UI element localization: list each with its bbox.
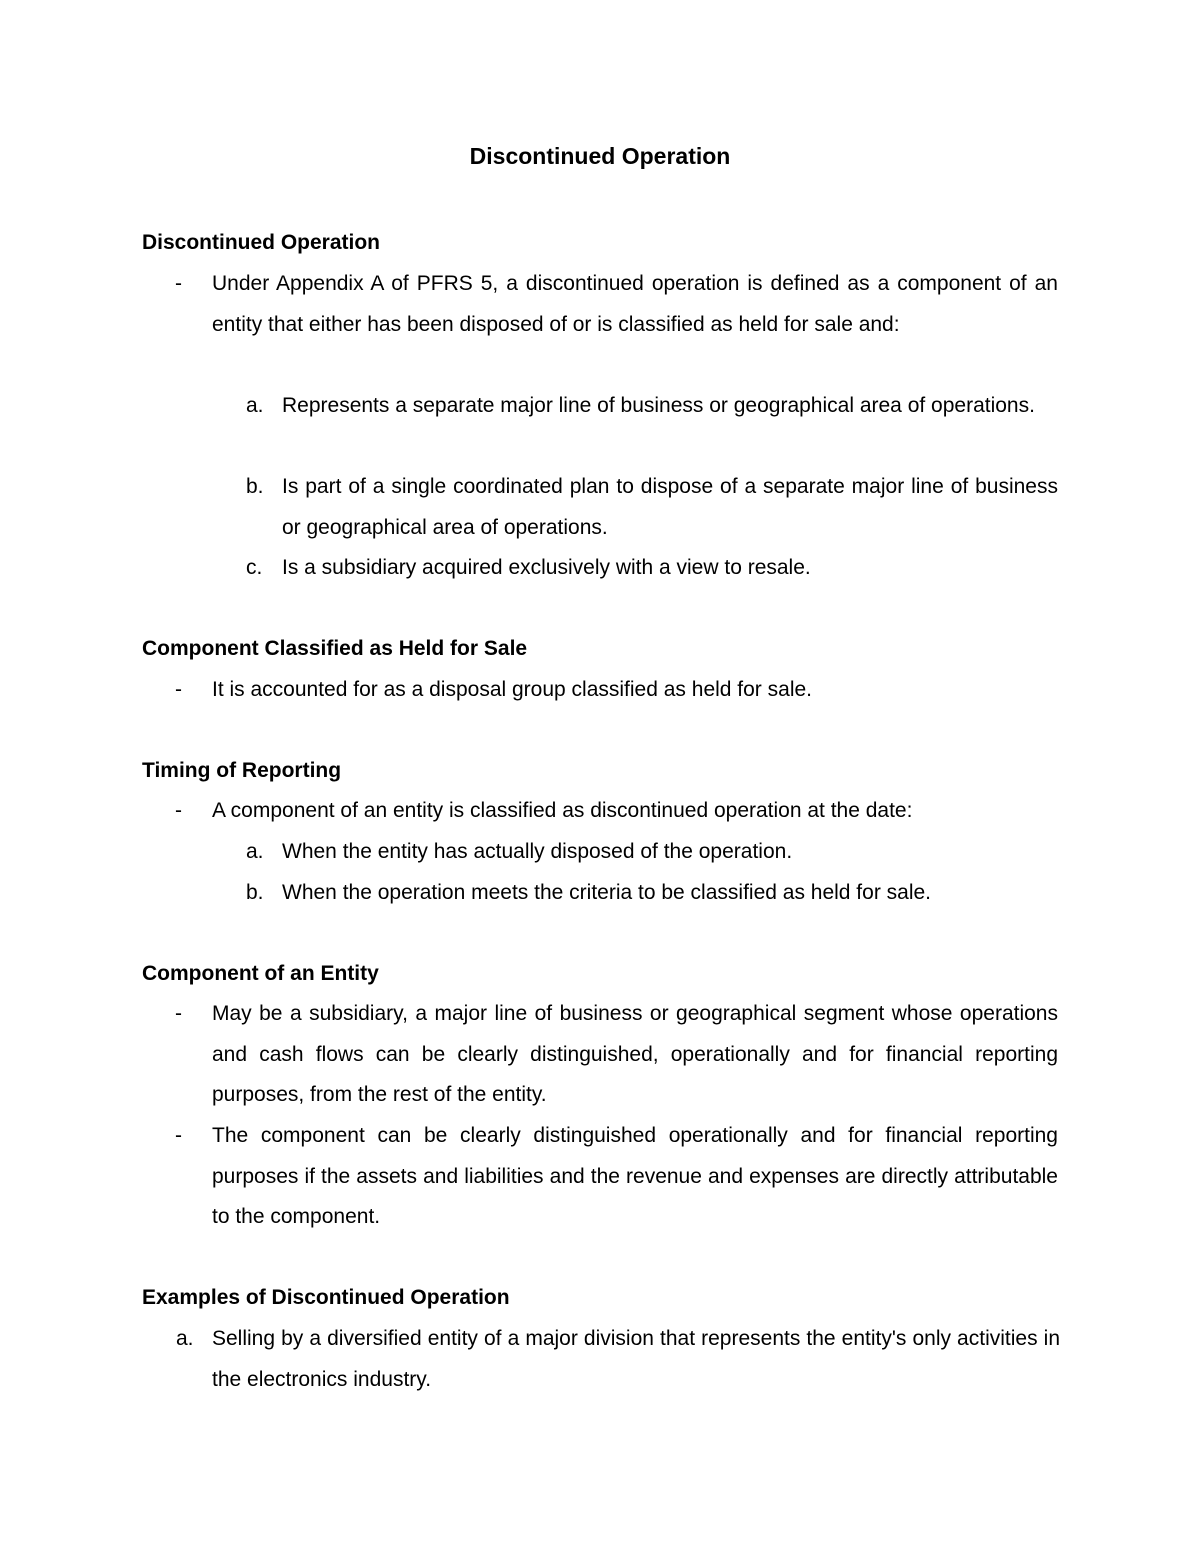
bullet-text: It is accounted for as a disposal group classified as held for sale. [212,678,812,701]
example-item [176,1319,1060,1400]
sub-list-item [246,386,1058,427]
section-heading: Examples of Discontinued Operation [142,1286,510,1309]
bullet-text: A component of an entity is classified as discontinued operation at the date: [212,799,913,822]
bullet-text: The component can be clearly distinguished operationally and for financial reporting purposes if the assets and liabilities and the revenue and expenses are directly attributable to the component. [212,1124,1058,1229]
sub-item-text: Is a subsidiary acquired exclusively with a view to resale. [282,556,811,579]
dash-marker: - [175,272,182,295]
bullet-text: May be a subsidiary, a major line of business or geographical segment whose operations and cash flows can be clearly distinguished, operationally and for financial reporting purposes, from the rest of the entity. [212,1002,1058,1107]
sub-item-text: When the entity has actually disposed of the operation. [282,840,793,863]
bullet-item [175,994,1058,1116]
bullet-text: Under Appendix A of PFRS 5, a discontinued operation is defined as a component of an entity that either has been disposed of or is classified as held for sale and: [212,272,1058,336]
sub-list-item [246,467,1058,548]
bullet-item [175,670,1058,711]
letter-marker: a. [246,394,264,417]
document-title: Discontinued Operation [469,143,731,169]
letter-marker: a. [176,1327,194,1350]
section-heading: Discontinued Operation [142,231,381,254]
sub-item-text: Represents a separate major line of business or geographical area of operations. [282,394,1035,417]
letter-marker: c. [246,556,263,579]
dash-marker: - [175,799,182,822]
sub-item-text: When the operation meets the criteria to be classified as held for sale. [282,881,932,904]
letter-marker: a. [246,840,264,863]
example-text: Selling by a diversified entity of a major division that represents the entity's only activities in the electronics industry. [212,1327,1060,1391]
sub-list-item [246,548,1058,589]
section-heading: Component Classified as Held for Sale [142,637,528,660]
sub-item-text: Is part of a single coordinated plan to dispose of a separate major line of business or geographical area of operations. [282,475,1058,539]
bullet-item [175,264,1058,345]
section-heading: Component of an Entity [142,962,379,985]
letter-marker: b. [246,881,264,904]
sub-list-item [246,873,1058,914]
section-heading: Timing of Reporting [142,759,342,782]
dash-marker: - [175,1002,182,1025]
dash-marker: - [175,1124,182,1147]
bullet-item [175,791,1058,832]
dash-marker: - [175,678,182,701]
letter-marker: b. [246,475,264,498]
bullet-item [175,1116,1058,1238]
sub-list-item [246,832,1058,873]
